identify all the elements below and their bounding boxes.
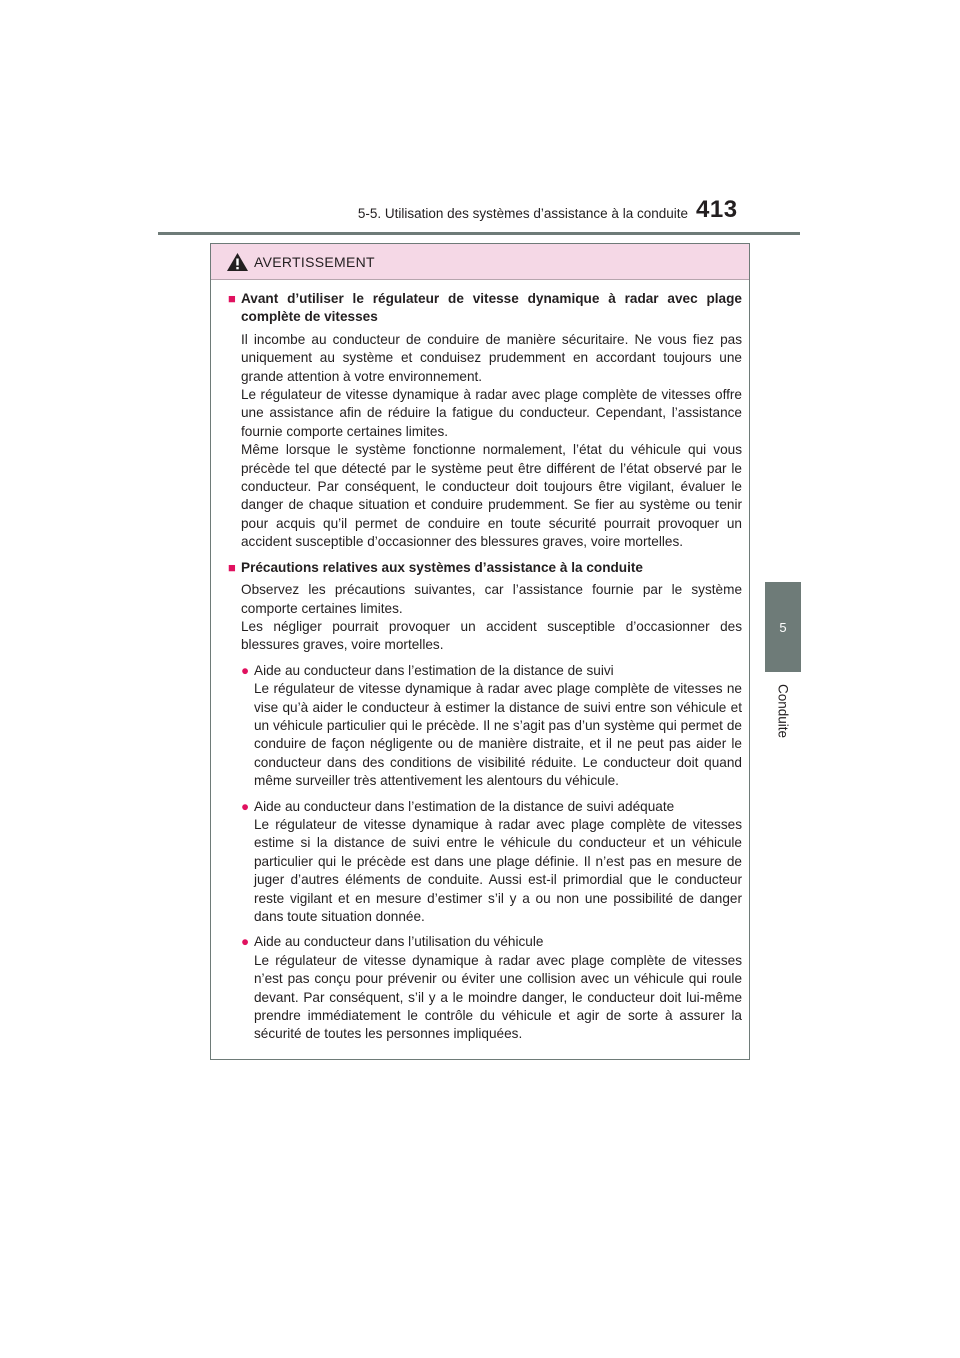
round-bullet-icon: ● <box>241 662 250 678</box>
chapter-label-text: Conduite <box>775 684 791 739</box>
section-heading-text: Avant d’utiliser le régulateur de vitesse dynamique à radar avec plage complète de vitesses <box>241 291 742 325</box>
paragraph-line: Les négliger pourrait provoquer un accident susceptible d’occasionner des blessures graves, voire mortelles. <box>241 618 742 653</box>
warning-body <box>211 280 749 1044</box>
bullet-text: Le régulateur de vitesse dynamique à radar avec plage complète de vitesses ne vise qu’à aider le conducteur à estimer la distance de suivi entre son véhicule et un véhicule particulier qui le précède. Il ne s’agit pas d’un système qui permet de conduire de façon négligente ou de manière distraite, et il ne peut pas aider le conducteur dans des conditions de visibilité réduite. Le conducteur doit quand même surveiller très attentivement les alentours du véhicule. <box>254 681 742 789</box>
warning-triangle-icon <box>226 252 249 272</box>
paragraph-line: Même lorsque le système fonctionne normalement, l’état du véhicule qui vous précède tel que détecté par le système peut être différent de l’état observé par le conducteur. Par conséquent, le conducteur doit toujours être vigilant, évaluer le danger de chaque situation et conduire prudemment. Se fier au système ou tenir pour acquis qu’il permet de conduire en toute sécurité pourrait provoquer un accident susceptible d’occasionner des blessures graves, voire mortelles. <box>241 442 742 550</box>
bullet-content <box>254 662 742 791</box>
page-number: 413 <box>696 196 738 223</box>
bullet-title: Aide au conducteur dans l’estimation de la distance de suivi <box>254 662 614 678</box>
warning-section-before-use <box>228 290 742 552</box>
paragraph-line: Observez les précautions suivantes, car l’assistance fournie par le système comporte certaines limites. <box>241 582 742 616</box>
bullet-item <box>241 933 742 1043</box>
chapter-tab <box>765 582 801 672</box>
bullet-title: Aide au conducteur dans l’utilisation du véhicule <box>254 934 544 950</box>
round-bullet-icon: ● <box>241 798 250 814</box>
section-heading-text: Précautions relatives aux systèmes d’assistance à la conduite <box>241 559 643 575</box>
chapter-label <box>765 672 801 792</box>
round-bullet-icon: ● <box>241 934 250 950</box>
bullet-text: Le régulateur de vitesse dynamique à radar avec plage complète de vitesses n’est pas conçu pour prévenir ou éviter une collision avec un véhicule qui roule devant. Par conséquent, s’il y a le moindre danger, le conducteur doit lui-même prendre immédiatement le contrôle du véhicule et agir de sorte à assurer la sécurité de toutes les personnes impliquées. <box>254 952 742 1042</box>
paragraph-line: Le régulateur de vitesse dynamique à radar avec plage complète de vitesses offre une assistance afin de réduire la fatigue du conducteur. Cependant, l’assistance fournie comporte certaines limites. <box>241 387 742 439</box>
bullet-title: Aide au conducteur dans l’estimation de la distance de suivi adéquate <box>254 798 675 814</box>
warning-title: AVERTISSEMENT <box>254 253 375 270</box>
chapter-number: 5 <box>779 619 787 635</box>
square-bullet-icon: ■ <box>228 559 236 575</box>
section-paragraph <box>241 581 742 655</box>
bullet-content <box>254 933 742 1043</box>
warning-header <box>211 244 749 280</box>
section-heading <box>228 290 742 327</box>
header-rule <box>158 232 800 235</box>
square-bullet-icon: ■ <box>228 291 236 306</box>
bullet-text: Le régulateur de vitesse dynamique à radar avec plage complète de vitesses estime si la distance de suivi entre le véhicule du conducteur et un véhicule particulier qui le précède est dans une plage définie. Il n’est pas en mesure de juger d’autres éléments de conduite. Aussi est-il primordial que le conducteur reste vigilant et en mesure d’estimer s’il y a ou non une possibilité de danger dans toute situation donnée. <box>254 816 742 924</box>
bullet-item <box>241 662 742 791</box>
bullet-item <box>241 798 742 927</box>
running-header-section: 5-5. Utilisation des systèmes d’assistance à la conduite <box>357 206 688 221</box>
bullet-content <box>254 798 742 927</box>
section-paragraph <box>241 331 742 552</box>
warning-box <box>210 243 750 1060</box>
section-heading <box>228 559 742 577</box>
warning-section-precautions <box>228 559 742 1044</box>
paragraph-line: Il incombe au conducteur de conduire de manière sécuritaire. Ne vous fiez pas uniquement au système et conduisez prudemment en accordant toujours une grande attention à votre environnement. <box>241 331 742 384</box>
